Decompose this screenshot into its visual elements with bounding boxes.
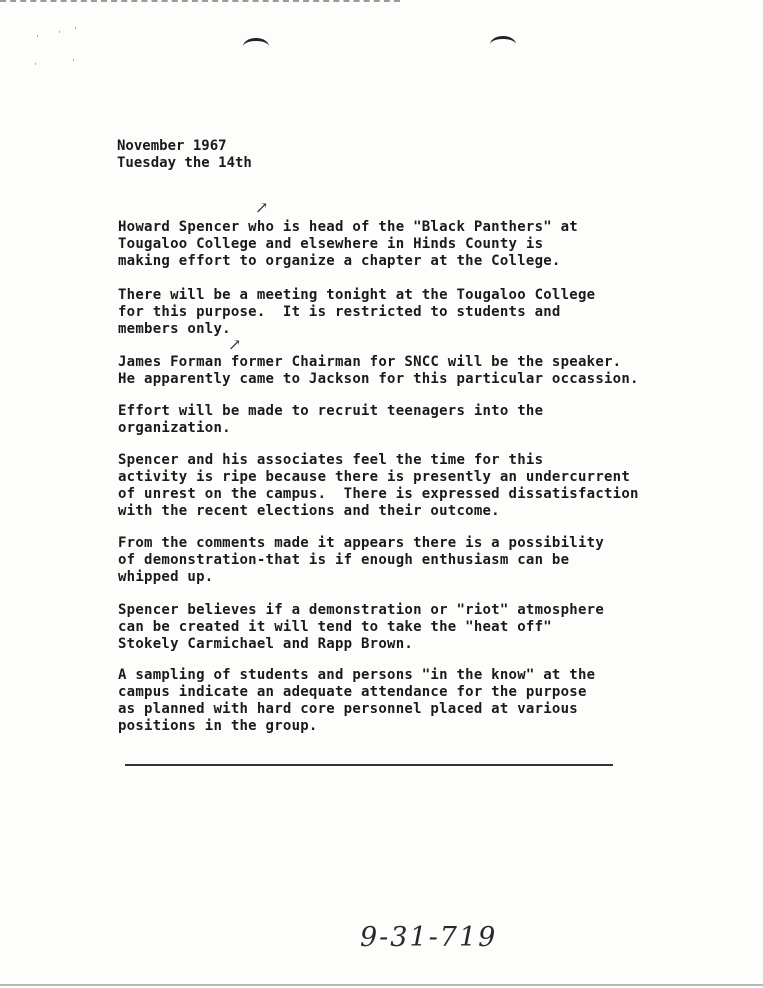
handwritten-check-mark: ↗ xyxy=(255,198,269,217)
paragraph-4 xyxy=(118,403,698,437)
paragraph-line: Effort will be made to recruit teenagers into the xyxy=(118,403,544,419)
paragraph-line: There will be a meeting tonight at the Tougaloo College xyxy=(118,287,596,303)
paragraph-line: whipped up. xyxy=(118,569,214,585)
paragraph-line: activity is ripe because there is presently an undercurrent xyxy=(118,469,631,485)
scan-speck: · xyxy=(34,60,37,70)
paragraph-line: Stokely Carmichael and Rapp Brown. xyxy=(118,636,414,652)
paragraph-6 xyxy=(118,535,698,586)
scan-speck: · xyxy=(36,32,39,42)
paragraph-line: of demonstration-that is if enough enthusiasm can be xyxy=(118,552,570,568)
paragraph-line: making effort to organize a chapter at the College. xyxy=(118,253,561,269)
date-day: Tuesday the 14th xyxy=(117,155,252,171)
paragraph-line: of unrest on the campus. There is expressed dissatisfaction xyxy=(118,486,639,502)
binder-hole-mark-left xyxy=(243,38,269,55)
paragraph-5 xyxy=(118,452,698,520)
closing-rule xyxy=(125,764,613,766)
date-month-year: November 1967 xyxy=(117,138,227,154)
paragraph-line: organization. xyxy=(118,420,231,436)
paragraph-line: He apparently came to Jackson for this particular occassion. xyxy=(118,371,639,387)
handwritten-file-number: 9-31-719 xyxy=(360,922,498,953)
paragraph-line: members only. xyxy=(118,321,231,337)
handwritten-check-mark: ↗ xyxy=(228,335,242,354)
paragraph-line: campus indicate an adequate attendance for the purpose xyxy=(118,684,587,700)
scan-speck: · xyxy=(58,28,61,38)
paragraph-line: James Forman former Chairman for SNCC will be the speaker. xyxy=(118,354,622,370)
top-perforation xyxy=(0,0,400,2)
paragraph-line: Howard Spencer who is head of the "Black Panthers" at xyxy=(118,219,578,235)
paragraph-2 xyxy=(118,287,698,338)
paragraph-line: with the recent elections and their outcome. xyxy=(118,503,500,519)
scan-speck: · xyxy=(74,24,77,34)
paragraph-line: Spencer believes if a demonstration or "riot" atmosphere xyxy=(118,602,605,618)
paragraph-line: A sampling of students and persons "in the know" at the xyxy=(118,667,596,683)
paragraph-line: From the comments made it appears there is a possibility xyxy=(118,535,605,551)
paragraph-3 xyxy=(118,354,698,388)
paragraph-line: for this purpose. It is restricted to students and xyxy=(118,304,561,320)
binder-hole-mark-right xyxy=(490,36,516,53)
paragraph-1 xyxy=(118,219,698,270)
scan-speck: · xyxy=(72,56,75,66)
paragraph-line: Tougaloo College and elsewhere in Hinds County is xyxy=(118,236,544,252)
paragraph-line: as planned with hard core personnel placed at various xyxy=(118,701,578,717)
paragraph-line: can be created it will tend to take the "heat off" xyxy=(118,619,552,635)
date-heading xyxy=(117,138,252,172)
paragraph-line: Spencer and his associates feel the time for this xyxy=(118,452,544,468)
page-bottom-edge xyxy=(0,984,763,986)
paragraph-8 xyxy=(118,667,698,735)
paragraph-7 xyxy=(118,602,698,653)
paragraph-line: positions in the group. xyxy=(118,718,318,734)
